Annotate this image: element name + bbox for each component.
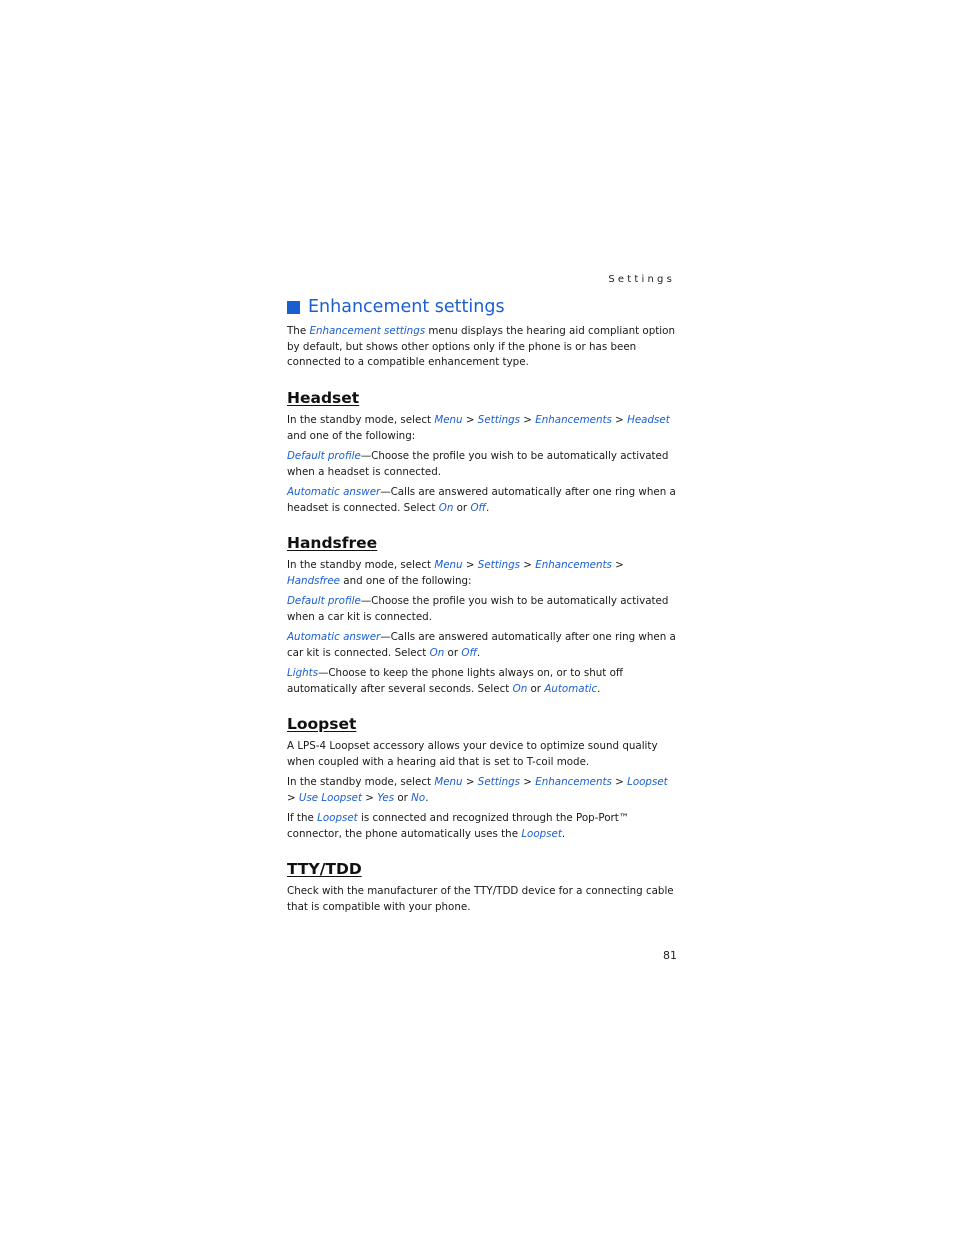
menu-ref: Menu	[434, 559, 463, 571]
menu-ref: Yes	[377, 791, 395, 804]
section-title-enhancement-settings	[287, 297, 675, 317]
menu-ref: Handsfree	[287, 574, 341, 587]
page-number: 81	[663, 949, 677, 962]
menu-ref: Menu	[434, 414, 463, 426]
option-term: Lights	[287, 667, 319, 679]
menu-ref: Menu	[434, 776, 463, 788]
option-term: Default profile	[287, 595, 361, 607]
handsfree-automatic-answer: Automatic answer—Calls are answered automatically after one ring when a car kit is connected. Select On or Off.	[287, 631, 676, 659]
menu-ref: Enhancements	[535, 559, 612, 571]
tty-paragraph: Check with the manufacturer of the TTY/TDD device for a connecting cable that is compatible with your phone.	[287, 885, 674, 913]
menu-ref: Enhancements	[535, 776, 612, 788]
page-title: Enhancement settings	[308, 297, 505, 317]
headset-automatic-answer: Automatic answer—Calls are answered automatically after one ring when a headset is connected. Select On or Off.	[287, 486, 676, 514]
menu-ref: Headset	[627, 414, 670, 426]
menu-ref: Loopset	[521, 827, 562, 840]
handsfree-default-profile: Default profile—Choose the profile you wish to be automatically activated when a car kit is connected.	[287, 595, 669, 623]
intro-paragraph: The Enhancement settings menu displays the hearing aid compliant option by default, but shows other options only if the phone is or has been connected to a compatible enhancement type.	[287, 325, 675, 368]
running-head: Settings	[608, 274, 675, 285]
headset-default-profile: Default profile—Choose the profile you wish to be automatically activated when a headset is connected.	[287, 450, 669, 478]
option-term: Automatic answer	[287, 486, 381, 498]
heading-handsfree: Handsfree	[287, 534, 378, 552]
loopset-popport-paragraph: If the Loopset is connected and recognized through the Pop-Port™ connector, the phone automatically uses the Loopset.	[287, 812, 630, 840]
menu-ref: Loopset	[317, 812, 358, 824]
menu-ref: Use Loopset	[298, 791, 363, 804]
loopset-path-paragraph: In the standby mode, select Menu > Settings > Enhancements > Loopset > Use Loopset > Yes or No.	[287, 776, 668, 804]
heading-tty-tdd: TTY/TDD	[287, 860, 362, 878]
loopset-intro: A LPS-4 Loopset accessory allows your device to optimize sound quality when coupled with a hearing aid that is set to T-coil mode.	[287, 740, 658, 768]
menu-ref: Settings	[477, 414, 521, 426]
menu-ref: Settings	[477, 559, 521, 571]
menu-ref: No	[411, 791, 426, 804]
heading-headset: Headset	[287, 389, 360, 407]
option-term: Default profile	[287, 450, 361, 462]
heading-loopset: Loopset	[287, 715, 357, 733]
menu-ref: Settings	[477, 776, 521, 788]
menu-ref: Loopset	[627, 776, 668, 788]
headset-path-paragraph: In the standby mode, select Menu > Settings > Enhancements > Headset and one of the following:	[287, 414, 670, 442]
handsfree-lights: Lights—Choose to keep the phone lights always on, or to shut off automatically after several seconds. Select On or Automatic.	[287, 667, 624, 695]
handsfree-path-paragraph: In the standby mode, select Menu > Settings > Enhancements > Handsfree and one of the following:	[287, 559, 624, 587]
menu-ref: Enhancement settings	[309, 325, 426, 337]
menu-ref: Enhancements	[535, 414, 612, 426]
option-term: Automatic answer	[287, 631, 381, 643]
section-square-icon	[287, 301, 300, 314]
